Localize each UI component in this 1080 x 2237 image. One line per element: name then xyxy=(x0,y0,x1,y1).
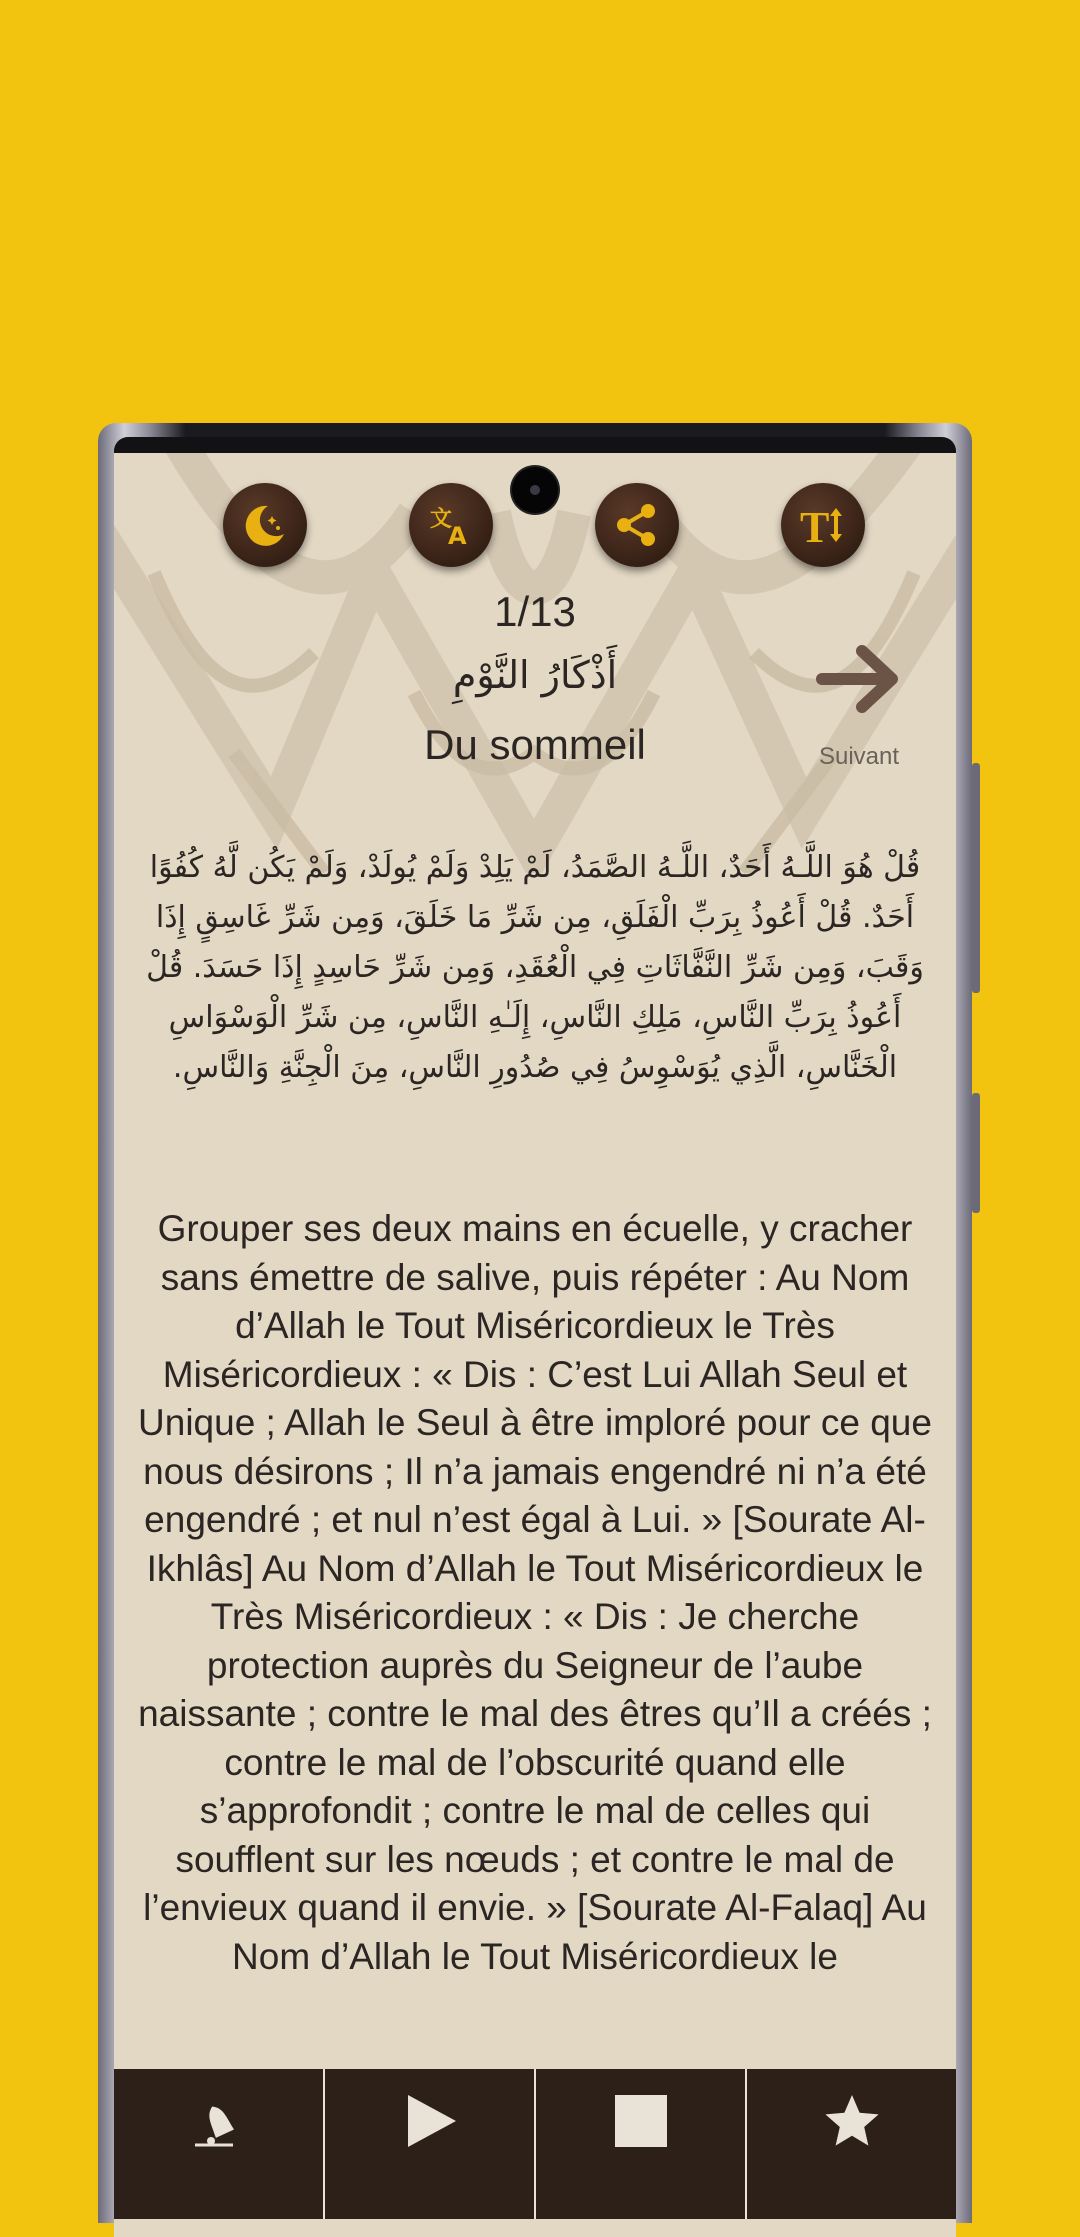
stop-button[interactable] xyxy=(536,2069,747,2219)
translate-button[interactable] xyxy=(409,483,493,567)
share-icon xyxy=(610,498,664,552)
arabic-text: قُلْ هُوَ اللَّـهُ أَحَدٌ، اللَّـهُ الصَّمَدُ، لَمْ يَلِدْ وَلَمْ يُولَدْ، وَلَمْ يَكُن لَّهُ كُفُوًا أَحَدٌ. قُلْ أَعُوذُ بِرَبِّ الْفَلَقِ، مِن شَرِّ مَا خَلَقَ، وَمِن شَرِّ غَاسِقٍ إِذَا وَقَبَ، وَمِن شَرِّ النَّفَّاثَاتِ فِي الْعُقَدِ، وَمِن شَرِّ حَاسِدٍ إِذَا حَسَدَ. قُلْ أَعُوذُ بِرَبِّ النَّاسِ، مَلِكِ النَّاسِ، إِلَـٰهِ النَّاسِ، مِن شَرِّ الْوَسْوَاسِ الْخَنَّاسِ، الَّذِي يُوَسْوِسُ فِي صُدُورِ النَّاسِ، مِنَ الْجِنَّةِ وَالنَّاسِ. xyxy=(146,850,924,1085)
font-size-button[interactable] xyxy=(781,483,865,567)
svg-text:T: T xyxy=(800,503,830,552)
stop-icon xyxy=(611,2091,671,2151)
svg-text:文: 文 xyxy=(430,507,453,532)
side-button xyxy=(972,763,980,993)
next-button-label[interactable]: Suivant xyxy=(818,743,900,770)
night-mode-button[interactable] xyxy=(223,483,307,567)
phone-frame xyxy=(98,423,972,2223)
bottom-toolbar xyxy=(114,2069,956,2219)
next-arrow-icon[interactable] xyxy=(814,639,904,719)
translate-icon xyxy=(424,498,478,552)
play-button[interactable] xyxy=(325,2069,536,2219)
front-camera xyxy=(512,467,558,513)
title-arabic: أَذْكَارُ النَّوْمِ xyxy=(452,653,618,697)
phone-screen xyxy=(114,437,956,2237)
app-screen xyxy=(114,453,956,2237)
title-french: Du sommeil xyxy=(424,721,646,768)
reminder-button[interactable] xyxy=(114,2069,325,2219)
share-button[interactable] xyxy=(595,483,679,567)
text-size-icon xyxy=(796,498,850,552)
moon-stars-icon xyxy=(238,498,292,552)
side-button xyxy=(972,1093,980,1213)
svg-text:A: A xyxy=(448,522,467,550)
bell-icon xyxy=(189,2091,249,2151)
page-counter: 1/13 xyxy=(494,588,576,635)
play-icon xyxy=(400,2091,460,2151)
star-icon xyxy=(822,2091,882,2151)
favorite-button[interactable] xyxy=(747,2069,956,2219)
french-text: Grouper ses deux mains en écuelle, y cracher sans émettre de salive, puis répéter : Au Nom d’Allah le Tout Miséricordieux le Très Miséricordieux : « Dis : C’est Lui Allah Seul et Unique ; Allah le Seul à être imploré pour ce que nous désirons ; Il n’a jamais engendré ni n’a été engendré ; et nul n’est égal à Lui. » [Sourate Al-Ikhlâs] Au Nom d’Allah le Tout Miséricordieux le Très Miséricordieux : « Dis : Je cherche protection auprès du Seigneur de l’aube naissante ; contre le mal des êtres qu’Il a créés ; contre le mal de l’obscurité quand elle s’approfondit ; contre le mal de celles qui soufflent sur les nœuds ; et contre le mal de l’envieux quand il envie. » [Sourate Al-Falaq] Au Nom d’Allah le Tout Miséricordieux le xyxy=(138,1208,932,1977)
